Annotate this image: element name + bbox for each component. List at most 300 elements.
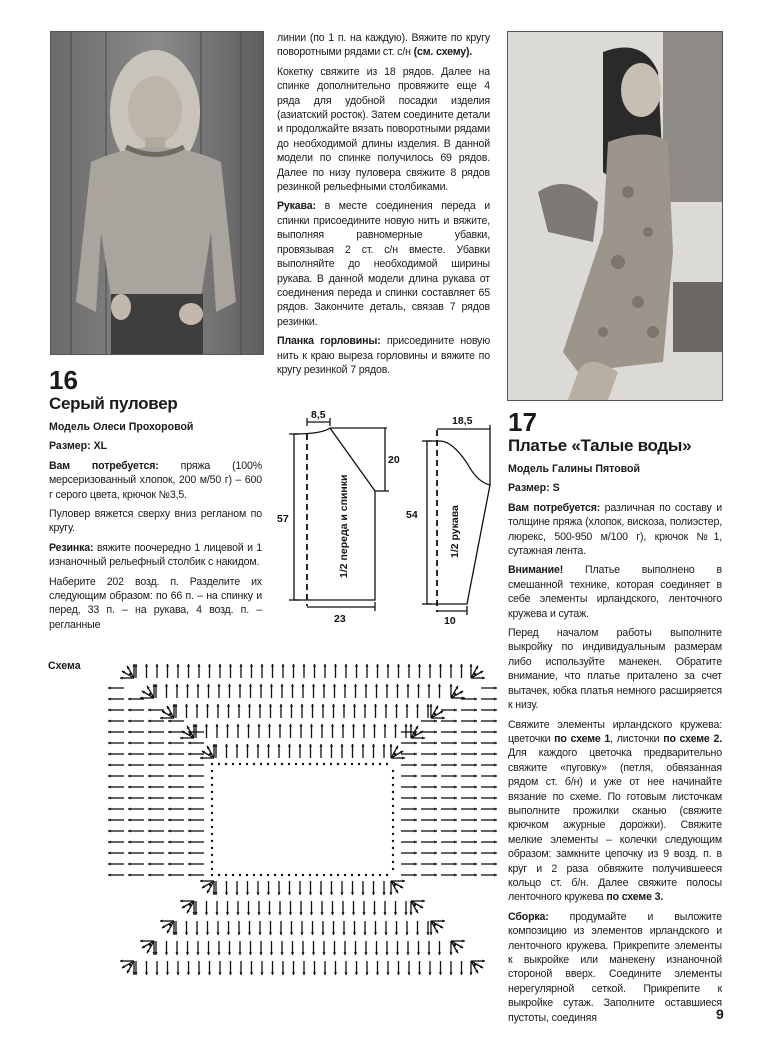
- stitch-up-head: [460, 664, 463, 667]
- stitch-right-head: [454, 763, 457, 766]
- stitch-left-head: [168, 829, 171, 832]
- stitch-left-head: [108, 741, 111, 744]
- stitch-right-head: [414, 774, 417, 777]
- stitch-right-head: [434, 796, 437, 799]
- stitch-up-head: [280, 684, 283, 687]
- stitch-left-head: [168, 774, 171, 777]
- chain-dot: [211, 833, 213, 835]
- stitch-right-head: [434, 807, 437, 810]
- stitch-down-head: [235, 892, 238, 895]
- stitch-left-head: [128, 829, 131, 832]
- stitch-down-head: [323, 972, 326, 975]
- stitch-up-head: [216, 704, 219, 707]
- stitch-down-head: [438, 952, 441, 955]
- project-17-block: [508, 408, 722, 1030]
- stitch-up-head: [330, 744, 333, 747]
- stitch-down-head: [291, 952, 294, 955]
- stitch-right-head: [434, 818, 437, 821]
- stitch-right-head: [434, 774, 437, 777]
- stitch-down-head: [257, 912, 260, 915]
- text-run: , листочки: [610, 732, 664, 745]
- stitch-up-head: [207, 684, 210, 687]
- stitch-down-head: [321, 932, 324, 935]
- stitch-right-head: [494, 719, 497, 722]
- stitch-right-head: [454, 807, 457, 810]
- stitch-up-head: [417, 684, 420, 687]
- chain-dot: [392, 777, 394, 779]
- stitch-up-head: [418, 664, 421, 667]
- stitch-right-head: [474, 697, 477, 700]
- stitch-left-head: [168, 730, 171, 733]
- stitch-down-head: [363, 932, 366, 935]
- chain-dot: [253, 874, 255, 876]
- stitch-down-head: [416, 932, 419, 935]
- stitch-down-head: [353, 932, 356, 935]
- stitch-down-head: [228, 952, 231, 955]
- stitch-right-head: [434, 851, 437, 854]
- stitch-down-head: [302, 972, 305, 975]
- chain-dot: [281, 763, 283, 765]
- stitch-up-head: [256, 744, 259, 747]
- stitch-up-head: [249, 684, 252, 687]
- stitch-left-head: [128, 840, 131, 843]
- chain-dot: [337, 874, 339, 876]
- chain-dot: [288, 874, 290, 876]
- stitch-left-head: [148, 873, 151, 876]
- corner-chain-dot: [129, 673, 131, 675]
- pattern-schematic: [272, 408, 500, 626]
- dim-body-height: 57: [277, 513, 289, 525]
- bold-lead: Планка горловины:: [277, 335, 381, 348]
- stitch-down-head: [300, 932, 303, 935]
- stitch-up-head: [343, 684, 346, 687]
- stitch-down-head: [313, 972, 316, 975]
- chain-dot: [392, 854, 394, 856]
- stitch-down-head: [332, 932, 335, 935]
- stitch-up-head: [426, 704, 429, 707]
- stitch-down-head: [260, 972, 263, 975]
- stitch-down-head: [375, 952, 378, 955]
- stitch-left-head: [188, 796, 191, 799]
- text-run: в месте соединения переда и спинки присоедините новую нить и вяжите, выполняя равномерные убавки, провязывая 2 ст. с/н вместе. Убавки выполняйте до необходимой ширины рукава. В данной модели длина рукава от соединения переда и спинки составляет 65 рядов. Закончите деталь, связав 7 рядов резинки.: [277, 200, 490, 328]
- stitch-down-head: [372, 892, 375, 895]
- paragraph: [49, 575, 262, 633]
- stitch-down-head: [299, 912, 302, 915]
- chain-dot: [392, 770, 394, 772]
- chain-dot: [365, 763, 367, 765]
- stitch-up-head: [292, 664, 295, 667]
- project-number: 17: [508, 407, 537, 437]
- stitch-right-head: [494, 730, 497, 733]
- paragraph: [277, 65, 490, 195]
- stitch-up-head: [176, 664, 179, 667]
- corner-chain-dot: [474, 964, 476, 966]
- stitch-right-head: [434, 763, 437, 766]
- stitch-up-head: [405, 704, 408, 707]
- stitch-left-head: [188, 840, 191, 843]
- stitch-down-head: [247, 912, 250, 915]
- chain-dot: [211, 826, 213, 828]
- stitch-up-head: [225, 744, 228, 747]
- bold-lead: по схеме 3.: [606, 891, 664, 904]
- stitch-down-head: [383, 912, 386, 915]
- corner-fan-stitch-head: [402, 756, 405, 759]
- stitch-right-head: [454, 851, 457, 854]
- stitch-up-head: [406, 684, 409, 687]
- chain-dot: [330, 763, 332, 765]
- stitch-left-head: [148, 708, 151, 711]
- stitch-down-head: [365, 972, 368, 975]
- chain-dot: [211, 819, 213, 821]
- chain-dot: [323, 874, 325, 876]
- stitch-up-head: [340, 744, 343, 747]
- stitch-up-head: [235, 744, 238, 747]
- stitch-right-head: [454, 730, 457, 733]
- stitch-up-head: [299, 724, 302, 727]
- stitch-down-head: [215, 912, 218, 915]
- stitch-up-head: [407, 664, 410, 667]
- chain-dot: [323, 763, 325, 765]
- stitch-down-head: [312, 952, 315, 955]
- stitch-left-head: [188, 785, 191, 788]
- corner-fan-stitch-head: [180, 736, 183, 739]
- stitch-up-head: [351, 744, 354, 747]
- stitch-down-head: [428, 972, 431, 975]
- chain-dot: [295, 763, 297, 765]
- stitch-up-head: [361, 744, 364, 747]
- stitch-left-head: [128, 851, 131, 854]
- stitch-right-head: [474, 785, 477, 788]
- stitch-left-head: [108, 763, 111, 766]
- corner-fan-stitch-head: [442, 716, 445, 719]
- chain-dot: [288, 763, 290, 765]
- text-run: различная по составу и толщине пряжа (хлопок, вискоза, полиэстер, люрекс, 500-950 м/100 г), крючок №1, сутажная лента.: [508, 501, 722, 558]
- chain-dot: [316, 874, 318, 876]
- stitch-right-head: [474, 708, 477, 711]
- stitch-up-head: [386, 664, 389, 667]
- corner-fan-stitch-head: [212, 744, 215, 747]
- corner-chain-dot: [209, 753, 211, 755]
- stitch-up-head: [375, 684, 378, 687]
- bold-lead: Внимание!: [508, 564, 564, 577]
- stitch-up-head: [319, 744, 322, 747]
- stitch-down-head: [280, 952, 283, 955]
- chain-dot: [392, 784, 394, 786]
- stitch-left-head: [188, 774, 191, 777]
- photo-lace-dress: [507, 31, 723, 401]
- corner-fan-stitch-head: [172, 704, 175, 707]
- stitch-up-head: [313, 664, 316, 667]
- stitch-up-head: [217, 684, 220, 687]
- corner-fan-stitch-head: [192, 912, 195, 915]
- chain-dot: [211, 798, 213, 800]
- stitch-down-head: [460, 972, 463, 975]
- chain-dot: [225, 874, 227, 876]
- dim-sleeve-bottom: 10: [444, 615, 456, 626]
- chain-dot: [211, 840, 213, 842]
- chain-dot: [392, 847, 394, 849]
- stitch-left-head: [128, 807, 131, 810]
- pullover-photo-illustration: [51, 32, 263, 354]
- stitch-right-head: [434, 862, 437, 865]
- stitch-right-head: [434, 741, 437, 744]
- chain-dot: [309, 763, 311, 765]
- stitch-up-head: [302, 664, 305, 667]
- text-run: присоедините новую нить к краю выреза горловины и вяжите по кругу резинкой 7 рядов.: [277, 335, 491, 376]
- stitch-right-head: [414, 807, 417, 810]
- stitch-right-head: [494, 851, 497, 854]
- corner-fan-stitch-head: [120, 959, 123, 962]
- stitch-up-head: [267, 744, 270, 747]
- chain-dot: [274, 874, 276, 876]
- text-run: продумайте и выложите композицию из элементов ирландского и ленточного кружева. Прикрепите элементы к выкройке или манекену изнаночной стороной вверх. Соедините элементы нерегулярной сеткой. Прикрепите к выкройке сутаж. Заполните оставшиеся пустоты, соединяя: [508, 910, 722, 1024]
- chain-dot: [365, 874, 367, 876]
- stitch-down-head: [405, 932, 408, 935]
- stitch-down-head: [397, 972, 400, 975]
- project-17-instructions: [508, 501, 722, 1025]
- stitch-up-head: [187, 664, 190, 667]
- stitch-down-head: [155, 972, 158, 975]
- stitch-down-head: [256, 892, 259, 895]
- chain-dot: [295, 874, 297, 876]
- chain-dot: [392, 861, 394, 863]
- stitch-right-head: [414, 796, 417, 799]
- stitch-down-head: [196, 952, 199, 955]
- text-run: Платье выполнено в смешанной технике, которая соединяет в себе элементы ирландского, ленточного кружева и сутаж.: [508, 564, 722, 620]
- stitch-right-head: [414, 873, 417, 876]
- stitch-left-head: [148, 763, 151, 766]
- stitch-right-head: [454, 741, 457, 744]
- stitch-left-head: [168, 796, 171, 799]
- stitch-up-head: [311, 704, 314, 707]
- stitch-left-head: [108, 752, 111, 755]
- stitch-down-head: [218, 972, 221, 975]
- corner-fan-stitch-head: [192, 724, 195, 727]
- chain-dot: [211, 770, 213, 772]
- stitch-right-head: [454, 862, 457, 865]
- stitch-right-head: [434, 752, 437, 755]
- stitch-left-head: [168, 807, 171, 810]
- corner-fan-stitch-head: [482, 959, 485, 962]
- stitch-up-head: [363, 704, 366, 707]
- stitch-left-head: [108, 818, 111, 821]
- stitch-left-head: [108, 796, 111, 799]
- stitch-up-head: [239, 664, 242, 667]
- stitch-down-head: [331, 912, 334, 915]
- project-size: Размер: XL: [49, 440, 108, 453]
- stitch-down-head: [333, 952, 336, 955]
- stitch-left-head: [108, 686, 111, 689]
- page-number: 9: [716, 1006, 724, 1022]
- chain-dot: [392, 840, 394, 842]
- stitch-down-head: [175, 952, 178, 955]
- stitch-down-head: [395, 932, 398, 935]
- stitch-down-head: [269, 932, 272, 935]
- stitch-down-head: [267, 892, 270, 895]
- stitch-down-head: [298, 892, 301, 895]
- stitch-up-head: [344, 664, 347, 667]
- stitch-up-head: [257, 724, 260, 727]
- sleeve-piece-label: 1/2 рукава: [449, 505, 461, 558]
- stitch-down-head: [309, 892, 312, 895]
- stitch-left-head: [168, 741, 171, 744]
- stitch-left-head: [148, 752, 151, 755]
- project-title: Платье «Талые воды»: [508, 436, 692, 455]
- stitch-left-head: [108, 719, 111, 722]
- stitch-up-head: [236, 724, 239, 727]
- stitch-left-head: [148, 785, 151, 788]
- bold-lead: Резинка:: [49, 541, 94, 554]
- stitch-up-head: [333, 684, 336, 687]
- stitch-left-head: [128, 730, 131, 733]
- corner-chain-dot: [414, 733, 416, 735]
- project-author: Модель Олеси Прохоровой: [49, 421, 194, 433]
- stitch-right-head: [494, 774, 497, 777]
- stitch-up-head: [260, 664, 263, 667]
- chain-dot: [232, 874, 234, 876]
- stitch-right-head: [434, 840, 437, 843]
- stitch-down-head: [238, 952, 241, 955]
- stitch-up-head: [208, 664, 211, 667]
- stitch-left-head: [148, 774, 151, 777]
- dress-photo-illustration: [508, 32, 722, 400]
- bold-lead: по схеме 1: [554, 732, 611, 745]
- stitch-left-head: [108, 807, 111, 810]
- stitch-right-head: [494, 829, 497, 832]
- stitch-down-head: [417, 952, 420, 955]
- stitch-down-head: [258, 932, 261, 935]
- stitch-left-head: [148, 730, 151, 733]
- stitch-up-head: [334, 664, 337, 667]
- stitch-right-head: [494, 741, 497, 744]
- chain-dot: [392, 826, 394, 828]
- stitch-right-head: [414, 763, 417, 766]
- stitch-down-head: [277, 892, 280, 895]
- corner-fan-stitch-head: [212, 892, 215, 895]
- stitch-up-head: [372, 744, 375, 747]
- stitch-right-head: [474, 840, 477, 843]
- stitch-up-head: [237, 704, 240, 707]
- stitch-down-head: [208, 972, 211, 975]
- stitch-up-head: [385, 684, 388, 687]
- stitch-right-head: [414, 829, 417, 832]
- stitch-down-head: [418, 972, 421, 975]
- stitch-down-head: [217, 952, 220, 955]
- stitch-left-head: [188, 862, 191, 865]
- stitch-up-head: [323, 664, 326, 667]
- stitch-right-head: [474, 851, 477, 854]
- chain-dot: [309, 874, 311, 876]
- stitch-left-head: [148, 851, 151, 854]
- stitch-right-head: [474, 730, 477, 733]
- stitch-down-head: [404, 912, 407, 915]
- stitch-up-head: [277, 744, 280, 747]
- stitch-up-head: [395, 704, 398, 707]
- stitch-left-head: [148, 862, 151, 865]
- chain-dot: [379, 763, 381, 765]
- corner-chain-dot: [169, 924, 171, 926]
- corner-fan-stitch-head: [469, 972, 472, 975]
- stitch-down-head: [197, 972, 200, 975]
- stitch-right-head: [414, 862, 417, 865]
- chain-dot: [351, 763, 353, 765]
- corner-fan-stitch-head: [409, 724, 412, 727]
- stitch-right-head: [494, 818, 497, 821]
- stitch-right-head: [414, 840, 417, 843]
- text-run: Пуловер вяжется сверху вниз регланом по кругу.: [49, 508, 262, 535]
- instructions-continued: [277, 31, 490, 382]
- stitch-up-head: [404, 724, 407, 727]
- text-run: Свяжите элементы ирландского кружева: цветочки: [508, 718, 722, 745]
- stitch-right-head: [494, 697, 497, 700]
- stitch-left-head: [168, 818, 171, 821]
- corner-chain-dot: [474, 673, 476, 675]
- chain-dot: [337, 763, 339, 765]
- corner-chain-dot: [149, 944, 151, 946]
- stitch-down-head: [186, 952, 189, 955]
- stitch-left-head: [108, 785, 111, 788]
- stitch-left-head: [168, 785, 171, 788]
- stitch-down-head: [259, 952, 262, 955]
- stitch-up-head: [396, 684, 399, 687]
- stitch-down-head: [206, 932, 209, 935]
- stitch-up-head: [427, 684, 430, 687]
- stitch-up-head: [281, 664, 284, 667]
- stitch-down-head: [176, 972, 179, 975]
- paragraph: [508, 501, 722, 559]
- stitch-up-head: [438, 684, 441, 687]
- chain-dot: [260, 763, 262, 765]
- chain-dot: [246, 763, 248, 765]
- stitch-up-head: [365, 664, 368, 667]
- chain-dot: [211, 868, 213, 870]
- chain-dot: [232, 763, 234, 765]
- paragraph: [277, 334, 490, 377]
- corner-fan-stitch-head: [389, 744, 392, 747]
- stitch-left-head: [128, 873, 131, 876]
- stitch-up-head: [364, 684, 367, 687]
- corner-fan-stitch-head: [469, 664, 472, 667]
- stitch-down-head: [246, 892, 249, 895]
- project-number: 16: [49, 365, 78, 395]
- paragraph: [277, 199, 490, 329]
- corner-fan-stitch-head: [449, 952, 452, 955]
- stitch-up-head: [352, 724, 355, 727]
- stitch-left-head: [148, 796, 151, 799]
- corner-chain-dot: [434, 924, 436, 926]
- stitch-left-head: [108, 851, 111, 854]
- stitch-up-head: [205, 724, 208, 727]
- paragraph: [508, 626, 722, 712]
- stitch-right-head: [414, 741, 417, 744]
- dim-neck-width: 8,5: [311, 409, 326, 421]
- stitch-left-head: [188, 752, 191, 755]
- stitch-up-head: [226, 724, 229, 727]
- body-neckline: [294, 428, 330, 434]
- stitch-right-head: [474, 829, 477, 832]
- stitch-up-head: [258, 704, 261, 707]
- stitch-up-head: [428, 664, 431, 667]
- stitch-right-head: [474, 873, 477, 876]
- dim-sleeve-height: 54: [406, 509, 418, 521]
- stitch-down-head: [320, 912, 323, 915]
- chain-dot: [281, 874, 283, 876]
- corner-chain-dot: [169, 713, 171, 715]
- stitch-right-head: [414, 818, 417, 821]
- stitch-down-head: [384, 932, 387, 935]
- stitch-up-head: [341, 724, 344, 727]
- stitch-down-head: [344, 972, 347, 975]
